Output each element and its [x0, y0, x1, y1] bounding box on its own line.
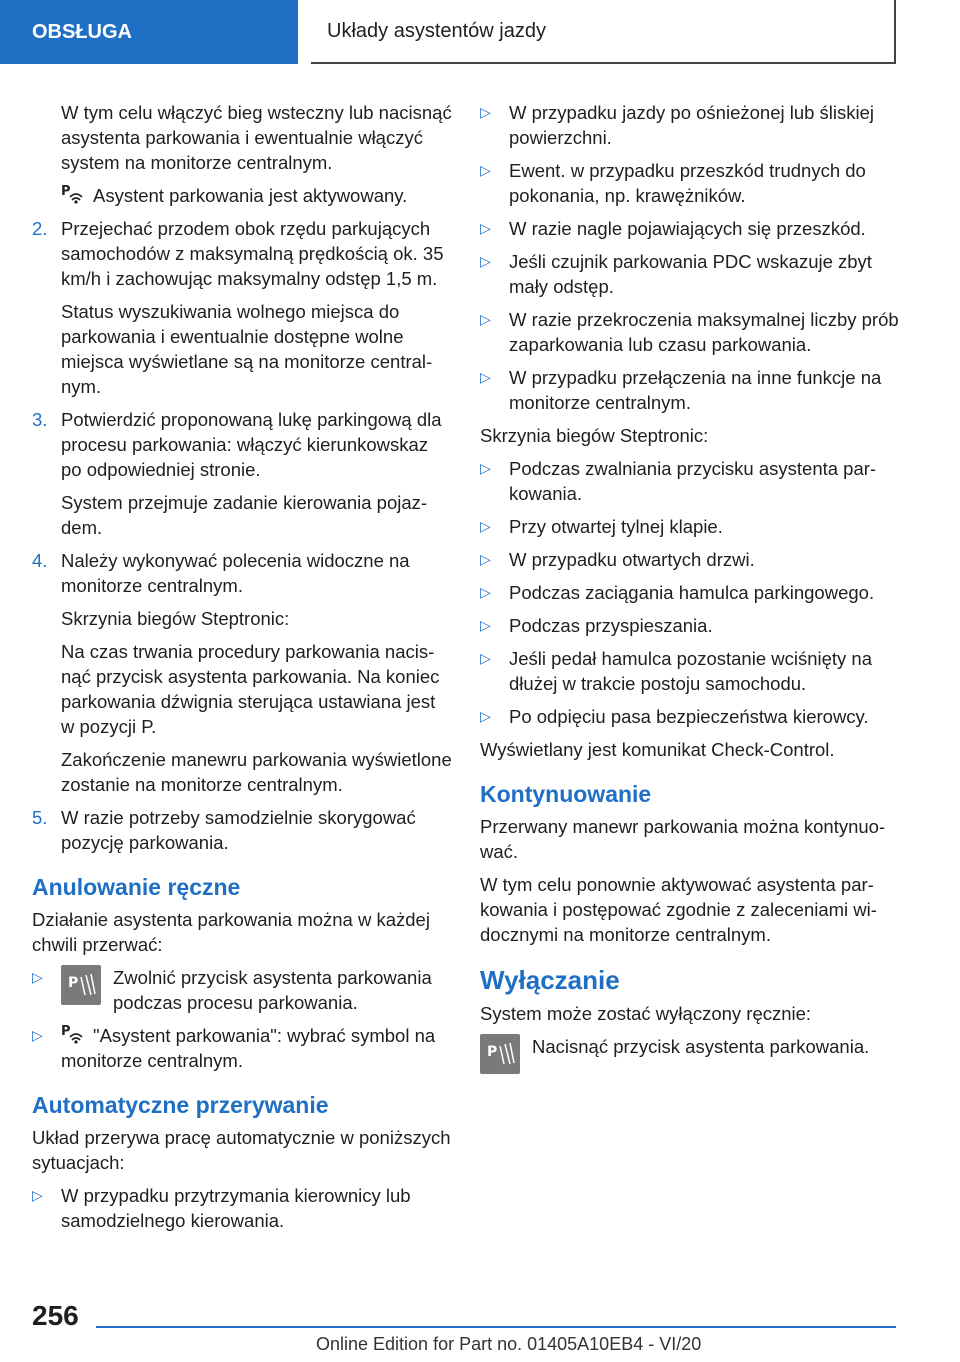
interrupt-reason: W przypadku przełączenia na inne funkcje na monitorze centralnym.: [509, 367, 882, 413]
step-number: 3.: [32, 409, 48, 430]
parking-assistant-icon: [61, 183, 85, 205]
steptronic-reason: Podczas zwalniania przycisku asystenta parkowania.: [509, 458, 877, 504]
list-item: [480, 249, 900, 299]
parking-assistant-button-icon: [480, 1034, 520, 1074]
interrupt-reason: Ewent. w przypadku przeszkód trudnych do pokonania, np. krawężników.: [509, 160, 866, 206]
check-control-message: Wyświetlany jest komunikat Check-Control.: [480, 739, 835, 760]
switch-off-text: System może zostać wyłączony ręcznie:: [480, 1003, 812, 1024]
section-tab: [0, 0, 298, 64]
heading-continue: Kontynuowanie: [480, 781, 652, 807]
intro-status-text: Asystent parkowania jest aktywowany.: [93, 185, 408, 206]
cancel-text: Działanie asystenta parkowania można w każdej chwili przerwać:: [32, 909, 430, 955]
steptronic-reason: W przypadku otwartych drzwi.: [509, 549, 755, 570]
step-text: Na czas trwania procedury parkowania nacisnąć przycisk asystenta parkowania. Na koniec parkowania dźwignia sterująca ustawiana jest w pozycji P.: [61, 641, 440, 737]
bullet-marker: ▷: [480, 369, 491, 385]
steptronic-reason: Przy otwartej tylnej klapie.: [509, 516, 723, 537]
bullet-marker: ▷: [480, 650, 491, 666]
right-column: [480, 100, 900, 1074]
bullet-marker: ▷: [480, 220, 491, 236]
list-item: [480, 613, 900, 638]
steptronic-reason: Podczas przyspieszania.: [509, 615, 713, 636]
step-text: System przejmuje zadanie kierowania pojazdem.: [61, 492, 428, 538]
edition-note: Online Edition for Part no. 01405A10EB4 - VI/20: [316, 1334, 702, 1354]
footer-divider: [96, 1326, 896, 1328]
left-column: [32, 100, 452, 1241]
step-text: Należy wykonywać polecenia widoczne na monitorze centralnym.: [61, 550, 410, 596]
step-item: [32, 548, 452, 797]
bullet-marker: ▷: [32, 1027, 43, 1043]
intro-paragraph: W tym celu włączyć bieg wsteczny lub nacisnąć asystenta parkowania i ewentualnie włączyć system na monitorze centralnym.: [61, 102, 452, 173]
list-item: [480, 307, 900, 357]
bullet-marker: ▷: [480, 551, 491, 567]
step-item: [32, 805, 452, 855]
section-label: OBSŁUGA: [32, 20, 132, 43]
interrupt-reason: W przypadku jazdy po ośnieżonej lub śliskiej powierzchni.: [509, 102, 875, 148]
list-item: [480, 365, 900, 415]
list-item: [480, 100, 900, 150]
bullet-marker: ▷: [480, 518, 491, 534]
list-item: [480, 216, 900, 241]
cancel-bullet-text: "Asystent parkowania": wybrać symbol na monitorze centralnym.: [61, 1025, 436, 1071]
step-number: 2.: [32, 218, 48, 239]
list-item: [32, 965, 452, 1015]
bullet-marker: ▷: [32, 1187, 43, 1203]
list-item: [480, 158, 900, 208]
steptronic-label: Skrzynia biegów Steptronic:: [480, 425, 709, 446]
switch-off-action: [480, 1034, 900, 1074]
step-text: Potwierdzić proponowaną lukę parkingową dla procesu parkowania: włączyć kierunkowskaz po odpowiedniej stronie.: [61, 409, 442, 480]
svg-text:P: P: [487, 1044, 498, 1060]
switch-off-action-text: Nacisnąć przycisk asystenta parkowania.: [532, 1036, 870, 1057]
intro-status: [32, 183, 452, 208]
bullet-marker: ▷: [480, 460, 491, 476]
interrupt-reason: Jeśli czujnik parkowania PDC wskazuje zbyt mały odstęp.: [509, 251, 872, 297]
bullet-marker: ▷: [480, 311, 491, 327]
step-number: 5.: [32, 807, 48, 828]
cancel-bullet-text: Zwolnić przycisk asystenta parkowania podczas procesu parkowania.: [113, 967, 432, 1013]
list-item: [480, 580, 900, 605]
parking-assistant-button-glyph: [61, 965, 101, 1005]
steptronic-reason: Jeśli pedał hamulca pozostanie wciśnięty na dłużej w trakcie postoju samochodu.: [509, 648, 873, 694]
step-text: Skrzynia biegów Steptronic:: [61, 608, 290, 629]
continue-text: Przerwany manewr parkowania można kontynuować.: [480, 816, 886, 862]
list-item: [480, 704, 900, 729]
parking-assistant-button-icon: [61, 965, 101, 1005]
step-text: Zakończenie manewru parkowania wyświetlone zostanie na monitorze centralnym.: [61, 749, 452, 795]
chapter-title-text: Układy asystentów jazdy: [327, 19, 546, 42]
page-number: 256: [32, 1300, 79, 1331]
svg-text:P: P: [61, 1024, 71, 1039]
auto-text: Układ przerywa pracę automatycznie w poniższych sytuacjach:: [32, 1127, 451, 1173]
step-text: Status wyszukiwania wolnego miejsca do parkowania i ewentualnie dostępne wolne miejsca wyświetlane są na monitorze centralnym.: [61, 301, 433, 397]
step-number: 4.: [32, 550, 48, 571]
svg-text:P: P: [61, 184, 71, 199]
heading-auto-interrupt: Automatyczne przerywanie: [32, 1092, 329, 1118]
auto-bullet-text: W przypadku przytrzymania kierownicy lub samodzielnego kierowania.: [61, 1185, 411, 1231]
interrupt-reason: W razie przekroczenia maksymalnej liczby prób zaparkowania lub czasu parkowania.: [509, 309, 899, 355]
parking-assistant-icon: [61, 1023, 85, 1045]
list-item: [480, 514, 900, 539]
bullet-marker: ▷: [32, 969, 43, 985]
bullet-marker: ▷: [480, 104, 491, 120]
bullet-marker: ▷: [480, 617, 491, 633]
chapter-title: [311, 0, 896, 64]
parking-assistant-button-glyph: [480, 1034, 520, 1074]
list-item: [32, 1183, 452, 1233]
list-item: [480, 646, 900, 696]
bullet-marker: ▷: [480, 162, 491, 178]
step-text: Przejechać przodem obok rzędu parkujących samochodów z maksymalną prędkością ok. 35 km/h i zachowując maksymalny odstęp 1,5 m.: [61, 218, 444, 289]
interrupt-reason: W razie nagle pojawiających się przeszkód.: [509, 218, 866, 239]
bullet-marker: ▷: [480, 253, 491, 269]
steptronic-reason: Po odpięciu pasa bezpieczeństwa kierowcy.: [509, 706, 869, 727]
step-text: W razie potrzeby samodzielnie skorygować pozycję parkowania.: [61, 807, 416, 853]
svg-text:P: P: [68, 975, 79, 991]
bullet-marker: ▷: [480, 708, 491, 724]
heading-cancel: Anulowanie ręczne: [32, 874, 241, 900]
steptronic-reason: Podczas zaciągania hamulca parkingowego.: [509, 582, 875, 603]
list-item: [32, 1023, 452, 1073]
step-item: [32, 216, 452, 399]
list-item: [480, 456, 900, 506]
heading-switch-off: Wyłączanie: [480, 965, 620, 995]
list-item: [480, 547, 900, 572]
step-item: [32, 407, 452, 540]
continue-text: W tym celu ponownie aktywować asystenta parkowania i postępować zgodnie z zaleceniami widocznymi na monitorze centralnym.: [480, 874, 877, 945]
bullet-marker: ▷: [480, 584, 491, 600]
